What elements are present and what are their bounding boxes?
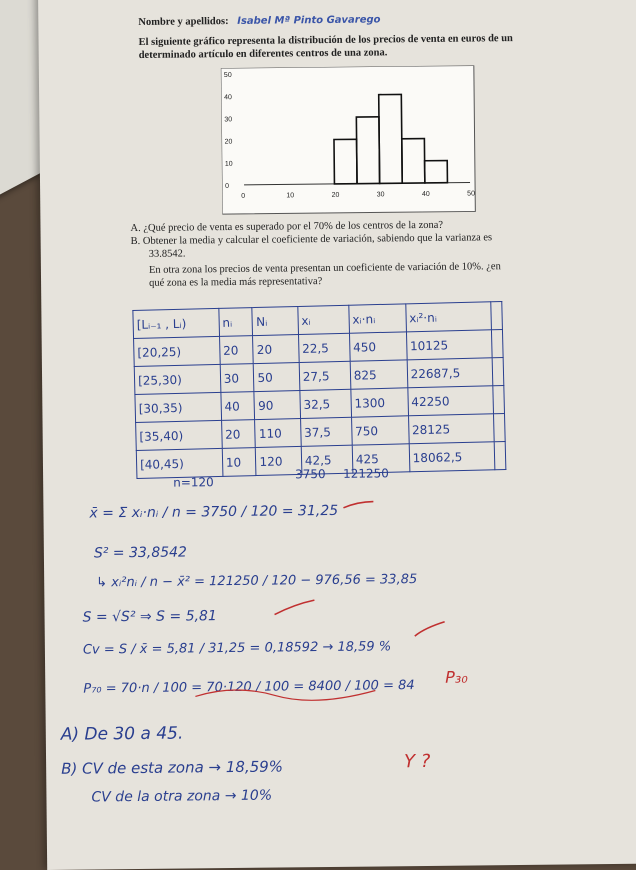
p30-correction: P₃₀ xyxy=(445,667,468,687)
table-cell: 30 xyxy=(220,364,254,393)
table-cell: 10 xyxy=(222,448,256,477)
table-cell: 50 xyxy=(254,362,300,391)
table-cell: [20,25) xyxy=(134,336,220,366)
variance-given: S² = 33,8542 xyxy=(93,544,188,562)
table-cell: xᵢ xyxy=(298,305,350,334)
table-cell: 425 xyxy=(352,444,410,473)
question-b-line1: B. Obtener la media y calcular el coeficiente de variación, sabiendo que la varianza es xyxy=(130,232,493,248)
table-cell: 10125 xyxy=(406,330,492,360)
table-cell: 28125 xyxy=(408,414,494,444)
question-b-line4: qué zona es la media más representativa? xyxy=(149,276,323,289)
y-tick-label: 40 xyxy=(224,94,232,102)
table-cell: 42250 xyxy=(407,386,493,416)
table-cell: [30,35) xyxy=(135,392,221,422)
cv-calc: Cv = S / x̄ = 5,81 / 31,25 = 0,18592 → 18,59 % xyxy=(82,639,392,658)
answer-b-line2: CV de la otra zona → 10% xyxy=(91,787,273,806)
answer-b-line1: B) CV de esta zona → 18,59% xyxy=(61,757,284,778)
table-cell: 18062,5 xyxy=(409,442,495,472)
name-label: Nombre y apellidos: xyxy=(138,16,229,28)
table-cell: 110 xyxy=(255,418,301,447)
table-cell: 90 xyxy=(254,390,300,419)
x-tick-label: 40 xyxy=(421,190,430,198)
y-tick-label: 0 xyxy=(225,183,230,191)
y-tick-label: 10 xyxy=(224,160,233,168)
question-b-line3: En otra zona los precios de venta presentan un coeficiente de variación de 10%. ¿en xyxy=(148,261,501,276)
strike-line xyxy=(195,689,375,702)
question-a: A. ¿Qué precio de venta es superado por el 70% de los centros de la zona? xyxy=(130,219,444,235)
answer-a: A) De 30 a 45. xyxy=(60,723,184,745)
table-cell: 40 xyxy=(221,392,255,421)
mean-calc: x̄ = Σ xᵢ·nᵢ / n = 3750 / 120 = 31,25 xyxy=(89,502,339,522)
table-cell: [40,45) xyxy=(136,448,222,478)
question-b-line2: 33.8542. xyxy=(148,248,186,260)
table-cell: 120 xyxy=(256,446,302,475)
check-mark xyxy=(274,600,314,614)
sum-xn: 3750 xyxy=(295,467,326,482)
table-cell: 750 xyxy=(351,416,409,445)
check-mark xyxy=(415,622,445,636)
table-cell: 1300 xyxy=(351,388,409,417)
table-cell: [35,40) xyxy=(136,420,222,450)
n-total: n=120 xyxy=(173,475,214,490)
table-cell: 20 xyxy=(219,336,253,365)
table-cell: 37,5 xyxy=(300,417,352,446)
sum-x2n: 121250 xyxy=(343,466,389,481)
y-tick-label: 20 xyxy=(224,138,233,146)
intro-text: El siguiente gráfico representa la distribución de los precios de venta en euros de un determinado artículo en diferentes centros de una zona. xyxy=(138,33,513,61)
variance-calc: ↳ xᵢ²nᵢ / n − x̄² = 121250 / 120 − 976,56 = 33,85 xyxy=(96,572,418,591)
table-cell: 20 xyxy=(221,420,255,449)
exam-sheet xyxy=(38,0,636,870)
table-cell: 825 xyxy=(350,360,408,389)
table-cell: nᵢ xyxy=(219,308,253,337)
table-cell: xᵢ·nᵢ xyxy=(349,304,407,333)
correction-y: Y ? xyxy=(403,750,431,773)
student-name: Isabel Mª Pinto Gavarego xyxy=(237,14,381,27)
x-tick-label: 30 xyxy=(376,191,385,199)
table-cell: 22687,5 xyxy=(407,358,493,388)
table-cell: [Lᵢ₋₁ , Lᵢ) xyxy=(133,308,219,338)
table-cell: 22,5 xyxy=(298,333,350,362)
table-cell: 20 xyxy=(253,334,299,363)
y-tick-label: 30 xyxy=(224,116,233,124)
x-tick-label: 20 xyxy=(331,191,340,199)
table-cell: 32,5 xyxy=(300,389,352,418)
table-cell: 42,5 xyxy=(301,445,353,474)
table-cell: Nᵢ xyxy=(252,306,298,335)
table-cell: [25,30) xyxy=(134,364,220,394)
std-dev-calc: S = √S² ⇒ S = 5,81 xyxy=(82,608,217,626)
table-cell: 27,5 xyxy=(299,361,351,390)
correction-marks xyxy=(38,0,636,838)
y-tick-label: 50 xyxy=(223,71,232,80)
x-tick-label: 10 xyxy=(286,192,295,200)
table-cell: xᵢ²·nᵢ xyxy=(405,302,491,332)
x-tick-label: 0 xyxy=(241,192,246,200)
check-mark xyxy=(343,502,373,508)
table-cell: 450 xyxy=(349,332,407,361)
x-tick-label: 50 xyxy=(467,190,475,198)
p70-calc: P₇₀ = 70·n / 100 = 70·120 / 100 = 8400 / 100 = 84 xyxy=(83,678,415,697)
